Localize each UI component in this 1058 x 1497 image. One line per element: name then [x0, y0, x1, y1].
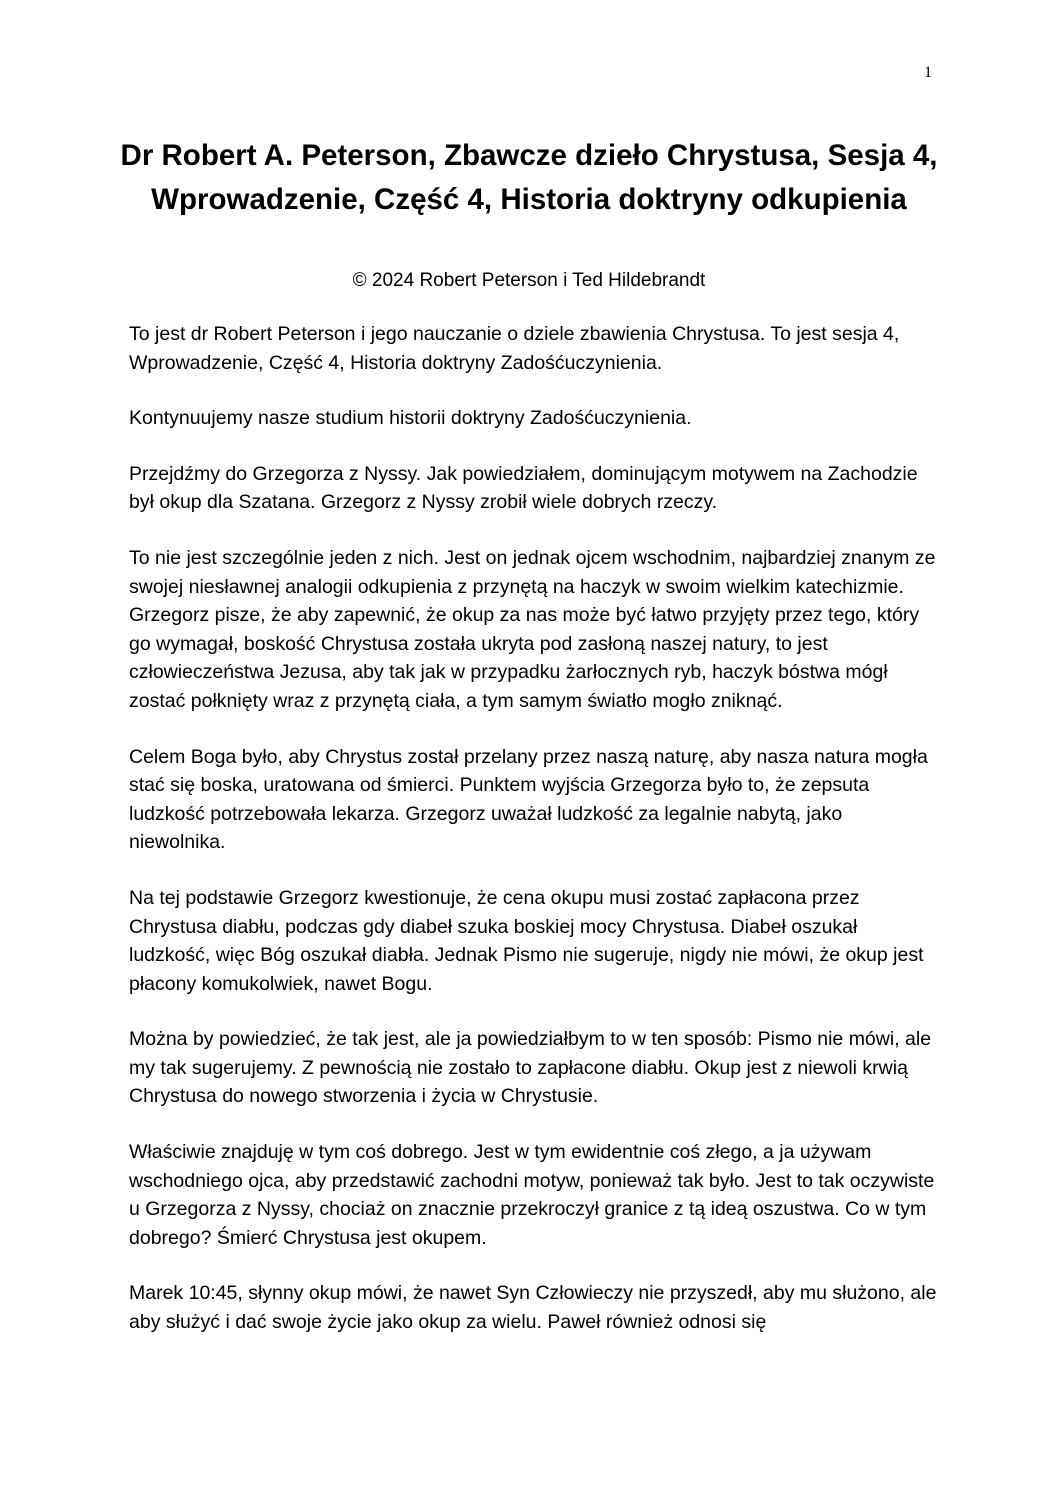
- document-body: [129, 320, 939, 1364]
- paragraph: To nie jest szczególnie jeden z nich. Jest on jednak ojcem wschodnim, najbardziej znanym ze swojej niesławnej analogii odkupienia z przynętą na haczyk w swoim wielkim katechizmie. Grzegorz pisze, że aby zapewnić, że okup za nas może być łatwo przyjęty przez tego, który go wymagał, boskość Chrystusa została ukryta pod zasłoną naszej natury, to jest człowieczeństwa Jezusa, aby tak jak w przypadku żarłocznych ryb, haczyk bóstwa mógł zostać połknięty wraz z przynętą ciała, a tym samym światło mogło zniknąć.: [129, 546, 936, 712]
- copyright-line: © 2024 Robert Peterson i Ted Hildebrandt: [352, 270, 706, 291]
- paragraph: Właściwie znajduję w tym coś dobrego. Jest w tym ewidentnie coś złego, a ja używam wschodniego ojca, aby przedstawić zachodni motyw, ponieważ tak było. Jest to tak oczywiste u Grzegorza z Nyssy, chociaż on znacznie przekroczył granice z tą ideą oszustwa. Co w tym dobrego? Śmierć Chrystusa jest okupem.: [129, 1141, 935, 1249]
- paragraph: Celem Boga było, aby Chrystus został przelany przez naszą naturę, aby nasza natura mogła stać się boska, uratowana od śmierci. Punktem wyjścia Grzegorza było to, że zepsuta ludzkość potrzebowała lekarza. Grzegorz uważał ludzkość za legalnie nabytą, jako niewolnika.: [129, 745, 928, 854]
- paragraph: To jest dr Robert Peterson i jego nauczanie o dziele zbawienia Chrystusa. To jest sesja 4, Wprowadzenie, Część 4, Historia doktryny Zadośćuczynienia.: [129, 323, 900, 374]
- paragraph: Można by powiedzieć, że tak jest, ale ja powiedziałbym to w ten sposób: Pismo nie mówi, ale my tak sugerujemy. Z pewnością nie zostało to zapłacone diabłu. Okup jest z niewoli krwią Chrystusa do nowego stworzenia i życia w Chrystusie.: [129, 1028, 932, 1108]
- paragraph: Przejdźmy do Grzegorza z Nyssy. Jak powiedziałem, dominującym motywem na Zachodzie był okup dla Szatana. Grzegorz z Nyssy zrobił wiele dobrych rzeczy.: [129, 462, 918, 514]
- document-title: Dr Robert A. Peterson, Zbawcze dzieło Chrystusa, Sesja 4, Wprowadzenie, Część 4, Historia doktryny odkupienia: [120, 139, 938, 216]
- page-number: 1: [924, 64, 932, 81]
- paragraph: Na tej podstawie Grzegorz kwestionuje, że cena okupu musi zostać zapłacona przez Chrystusa diabłu, podczas gdy diabeł szuka boskiej mocy Chrystusa. Diabeł oszukał ludzkość, więc Bóg oszukał diabła. Jednak Pismo nie sugeruje, nigdy nie mówi, że okup jest płacony komukolwiek, nawet Bogu.: [129, 886, 924, 995]
- paragraph: Marek 10:45, słynny okup mówi, że nawet Syn Człowieczy nie przyszedł, aby mu służono, ale aby służyć i dać swoje życie jako okup za wielu. Paweł również odnosi się: [129, 1282, 937, 1334]
- paragraph: Kontynuujemy nasze studium historii doktryny Zadośćuczynienia.: [129, 407, 692, 430]
